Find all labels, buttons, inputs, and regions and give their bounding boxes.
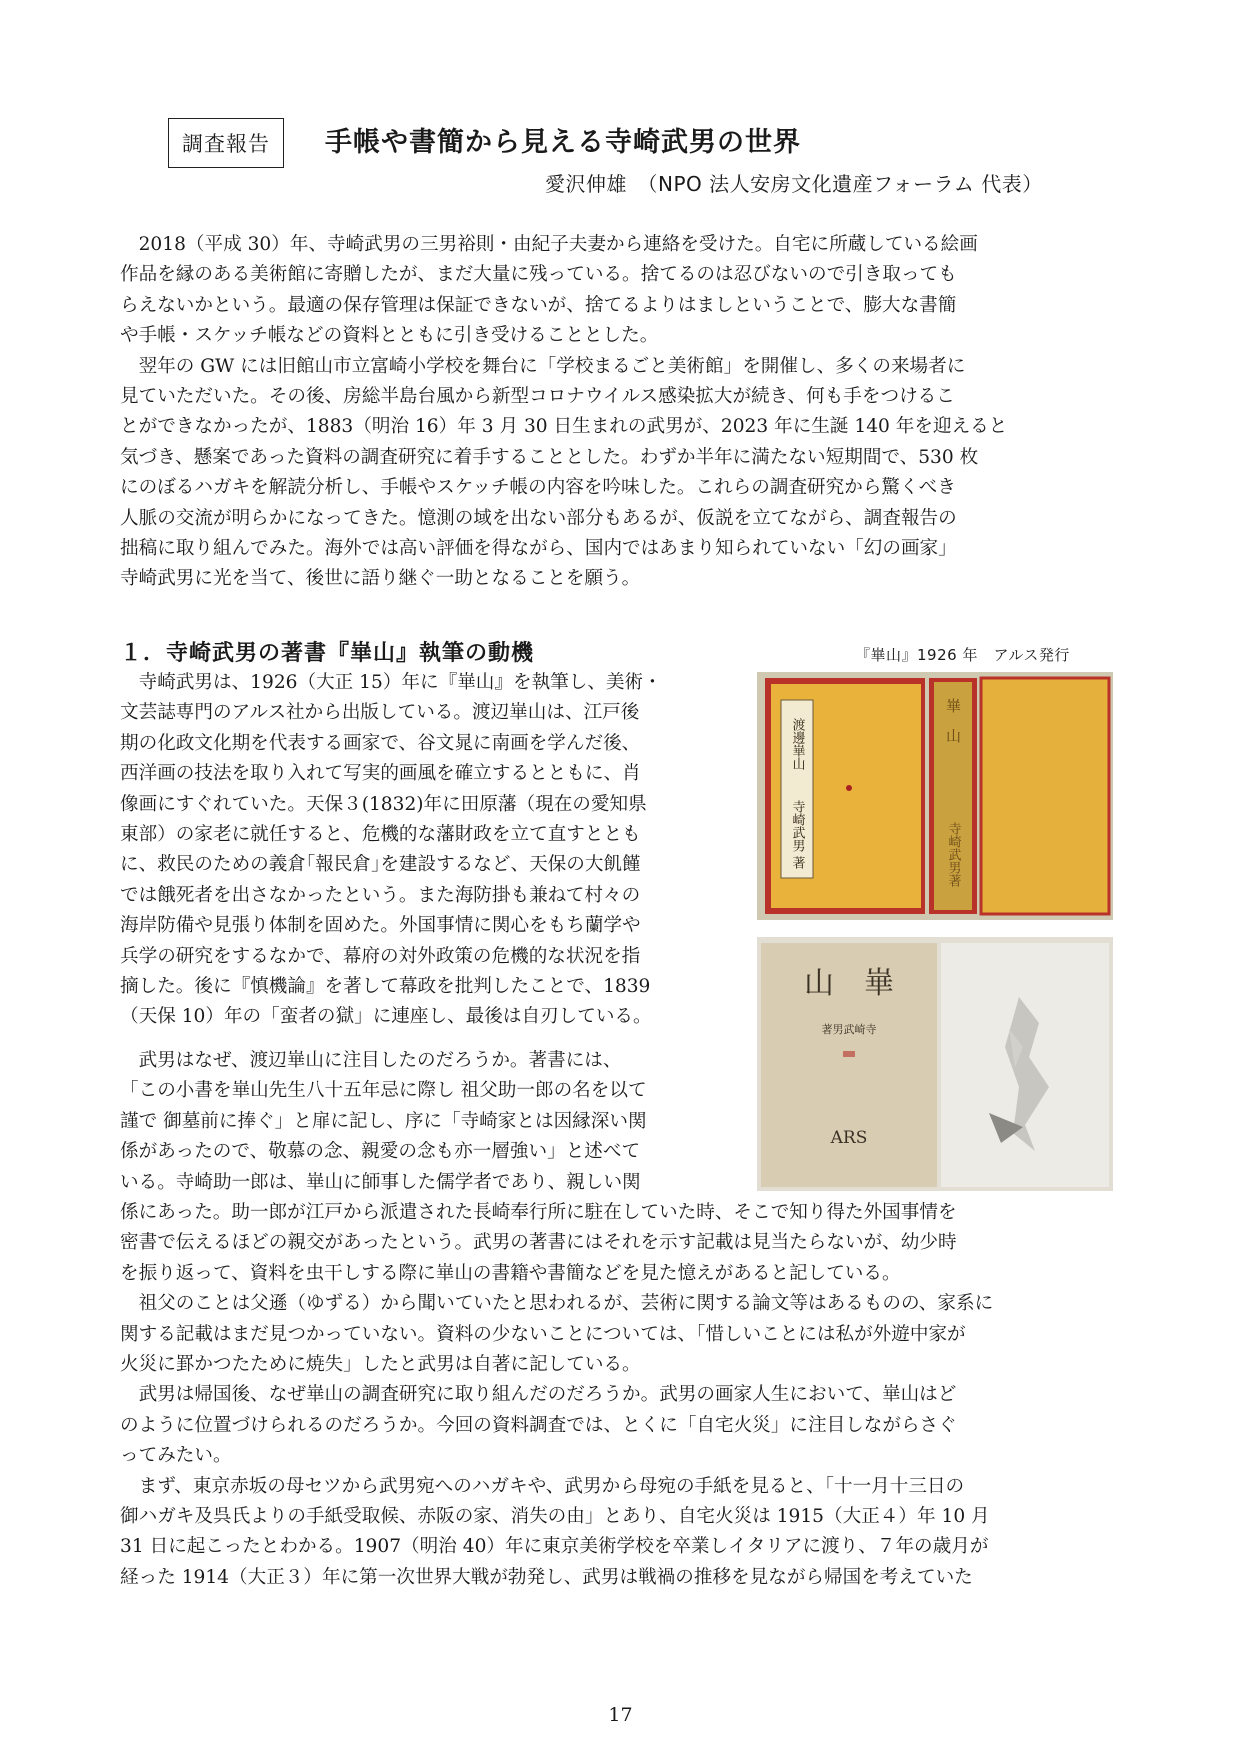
spine-author-text: 寺崎武男著 <box>945 822 961 887</box>
text-line: 密書で伝えるほどの親交があったという。武男の著書にはそれを示す記載は見当たらないが、幼少時 <box>120 1232 957 1254</box>
section1-narrow-paragraph-2 <box>120 1046 748 1198</box>
title-page-publisher: ARS <box>830 1128 868 1148</box>
text-line: にのぼるハガキを解読分析し、手帳やスケッチ帳の内容を吟味した。これらの調査研究から驚くべき <box>120 477 956 499</box>
section-heading: １．寺崎武男の著書『崋山』執筆の動機 <box>120 641 535 666</box>
section1-narrow-paragraph <box>120 668 748 1033</box>
text-line: 拙稿に取り組んでみた。海外では高い評価を得ながら、国内ではあまり知られていない「幻の画家」 <box>120 537 957 559</box>
title-page-author: 著男武崎寺 <box>821 1023 877 1036</box>
text-line: らえないかという。最適の保存管理は保証できないが、捨てるよりはましということで、膨大な書簡 <box>120 294 957 316</box>
spine-title-text: 崋 山 <box>944 698 962 743</box>
text-line: ってみたい。 <box>120 1445 232 1467</box>
text-line: 「この小書を崋山先生八十五年忌に際し 祖父助一郎の名を以て <box>120 1080 647 1102</box>
text-line: 31 日に起こったとわかる。1907（明治 40）年に東京美術学校を卒業しイタリアに渡り、７年の歳月が <box>120 1536 989 1558</box>
text-line: 西洋画の技法を取り入れて写実的画風を確立するとともに、肖 <box>120 763 641 785</box>
text-line: では餓死者を出さなかったという。また海防掛も兼ねて村々の <box>120 884 641 906</box>
article-title: 手帳や書簡から見える寺崎武男の世界 <box>325 127 801 158</box>
text-line: 翌年の GW には旧館山市立富崎小学校を舞台に「学校まるごと美術館」を開催し、多くの来場者に <box>120 355 966 377</box>
text-line: 海岸防備や見張り体制を固めた。外国事情に関心をもち蘭学や <box>120 915 641 937</box>
intro-paragraphs <box>120 230 1122 595</box>
text-line: 2018（平成 30）年、寺崎武男の三男裕則・由紀子夫妻から連絡を受けた。自宅に所蔵している絵画 <box>120 234 978 255</box>
text-line: 寺崎武男に光を当て、後世に語り継ぐ一助となることを願う。 <box>120 568 641 590</box>
text-line: 像画にすぐれていた。天保３(1832)年に田原藩（現在の愛知県 <box>120 793 647 815</box>
title-page-photo <box>757 937 1113 1191</box>
text-line: 火災に罫かつたために焼失」したと武男は自著に記している。 <box>120 1353 641 1375</box>
text-line: 兵学の研究をするなかで、幕府の対外政策の危機的な状況を指 <box>120 945 641 967</box>
text-line: を振り返って、資料を虫干しする際に崋山の書籍や書簡などを見た憶えがあると記している。 <box>120 1262 901 1284</box>
text-line: 文芸誌専門のアルス社から出版している。渡辺崋山は、江戸後 <box>120 702 640 724</box>
text-line: いる。寺崎助一郎は、崋山に師事した儒学者であり、親しい関 <box>120 1171 641 1193</box>
text-line: 武男は帰国後、なぜ崋山の調査研究に取り組んだのだろうか。武男の画家人生において、崋山はど <box>120 1384 957 1406</box>
title-page-illustration <box>757 937 1113 1191</box>
text-line: 関する記載はまだ見つかっていない。資料の少ないことについては、「惜しいことには私が外遊中家が <box>120 1323 966 1345</box>
text-line: 人脈の交流が明らかになってきた。憶測の域を出ない部分もあるが、仮説を立てながら、調査報告の <box>120 507 957 529</box>
text-line: 祖父のことは父遜（ゆずる）から聞いていたと思われるが、芸術に関する論文等はあるものの、家系に <box>120 1293 994 1315</box>
text-line: 御ハガキ及呉氏よりの手紙受取候、赤阪の家、消失の由」とあり、自宅火災は 1915（大正４）年 10 月 <box>120 1505 990 1527</box>
cover-label-text: 渡邊崋山 <box>789 718 805 770</box>
photo-caption: 『崋山』1926 年 アルス発行 <box>855 646 1070 664</box>
title-page-title: 山 崋 <box>804 966 894 1001</box>
section1-wide-paragraphs <box>120 1198 1122 1593</box>
text-line: 武男はなぜ、渡辺崋山に注目したのだろうか。著書には、 <box>120 1050 622 1071</box>
book-cover-photo <box>757 672 1113 920</box>
cover-author-text: 寺崎武男 著 <box>789 800 805 870</box>
text-line: 見ていただいた。その後、房総半島台風から新型コロナウイルス感染拡大が続き、何も手をつけるこ <box>120 385 955 407</box>
author-line: 愛沢伸雄 （NPO 法人安房文化遺産フォーラム 代表） <box>545 172 1043 196</box>
text-line: 係があったので、敬慕の念、親愛の念も亦一層強い」と述べて <box>120 1141 641 1163</box>
text-line: 経った 1914（大正３）年に第一次世界大戦が勃発し、武男は戦禍の推移を見ながら帰国を考えていた <box>120 1566 973 1588</box>
text-line: 係にあった。助一郎が江戸から派遣された長崎奉行所に駐在していた時、そこで知り得た外国事情を <box>120 1202 957 1223</box>
text-line: 摘した。後に『慎機論』を著して幕政を批判したことで、1839 <box>120 975 651 997</box>
text-line: 作品を縁のある美術館に寄贈したが、まだ大量に残っている。捨てるのは忍びないので引き取っても <box>120 264 957 286</box>
text-line: のように位置づけられるのだろうか。今回の資料調査では、とくに「自宅火災」に注目しながらさぐ <box>120 1414 957 1436</box>
text-line: 謹で 御墓前に捧ぐ」と扉に記し、序に「寺崎家とは因縁深い関 <box>120 1110 647 1132</box>
text-line: や手帳・スケッチ帳などの資料とともに引き受けることとした。 <box>120 325 659 347</box>
text-line: に、救民のための義倉｢報民倉｣を建設するなど、天保の大飢饉 <box>120 854 641 876</box>
text-line: 寺崎武男は、1926（大正 15）年に『崋山』を執筆し、美術・ <box>120 672 662 693</box>
book-cover-illustration <box>757 672 1113 920</box>
page-number: 17 <box>608 1704 633 1726</box>
text-line: 東部）の家老に就任すると、危機的な藩財政を立て直すととも <box>120 823 641 845</box>
text-line: （天保 10）年の「蛮者の獄」に連座し、最後は自刃している。 <box>120 1006 652 1028</box>
text-line: とができなかったが、1883（明治 16）年 3 月 30 日生まれの武男が、2023 年に生誕 140 年を迎えると <box>120 416 1008 438</box>
report-type-tag: 調査報告 <box>168 118 284 168</box>
text-line: まず、東京赤坂の母セツから武男宛へのハガキや、武男から母宛の手紙を見ると、「十一月十三日の <box>120 1475 965 1497</box>
text-line: 期の化政文化期を代表する画家で、谷文晁に南画を学んだ後、 <box>120 732 641 754</box>
text-line: 気づき、懸案であった資料の調査研究に着手することとした。わずか半年に満たない短期間で、530 枚 <box>120 446 979 468</box>
